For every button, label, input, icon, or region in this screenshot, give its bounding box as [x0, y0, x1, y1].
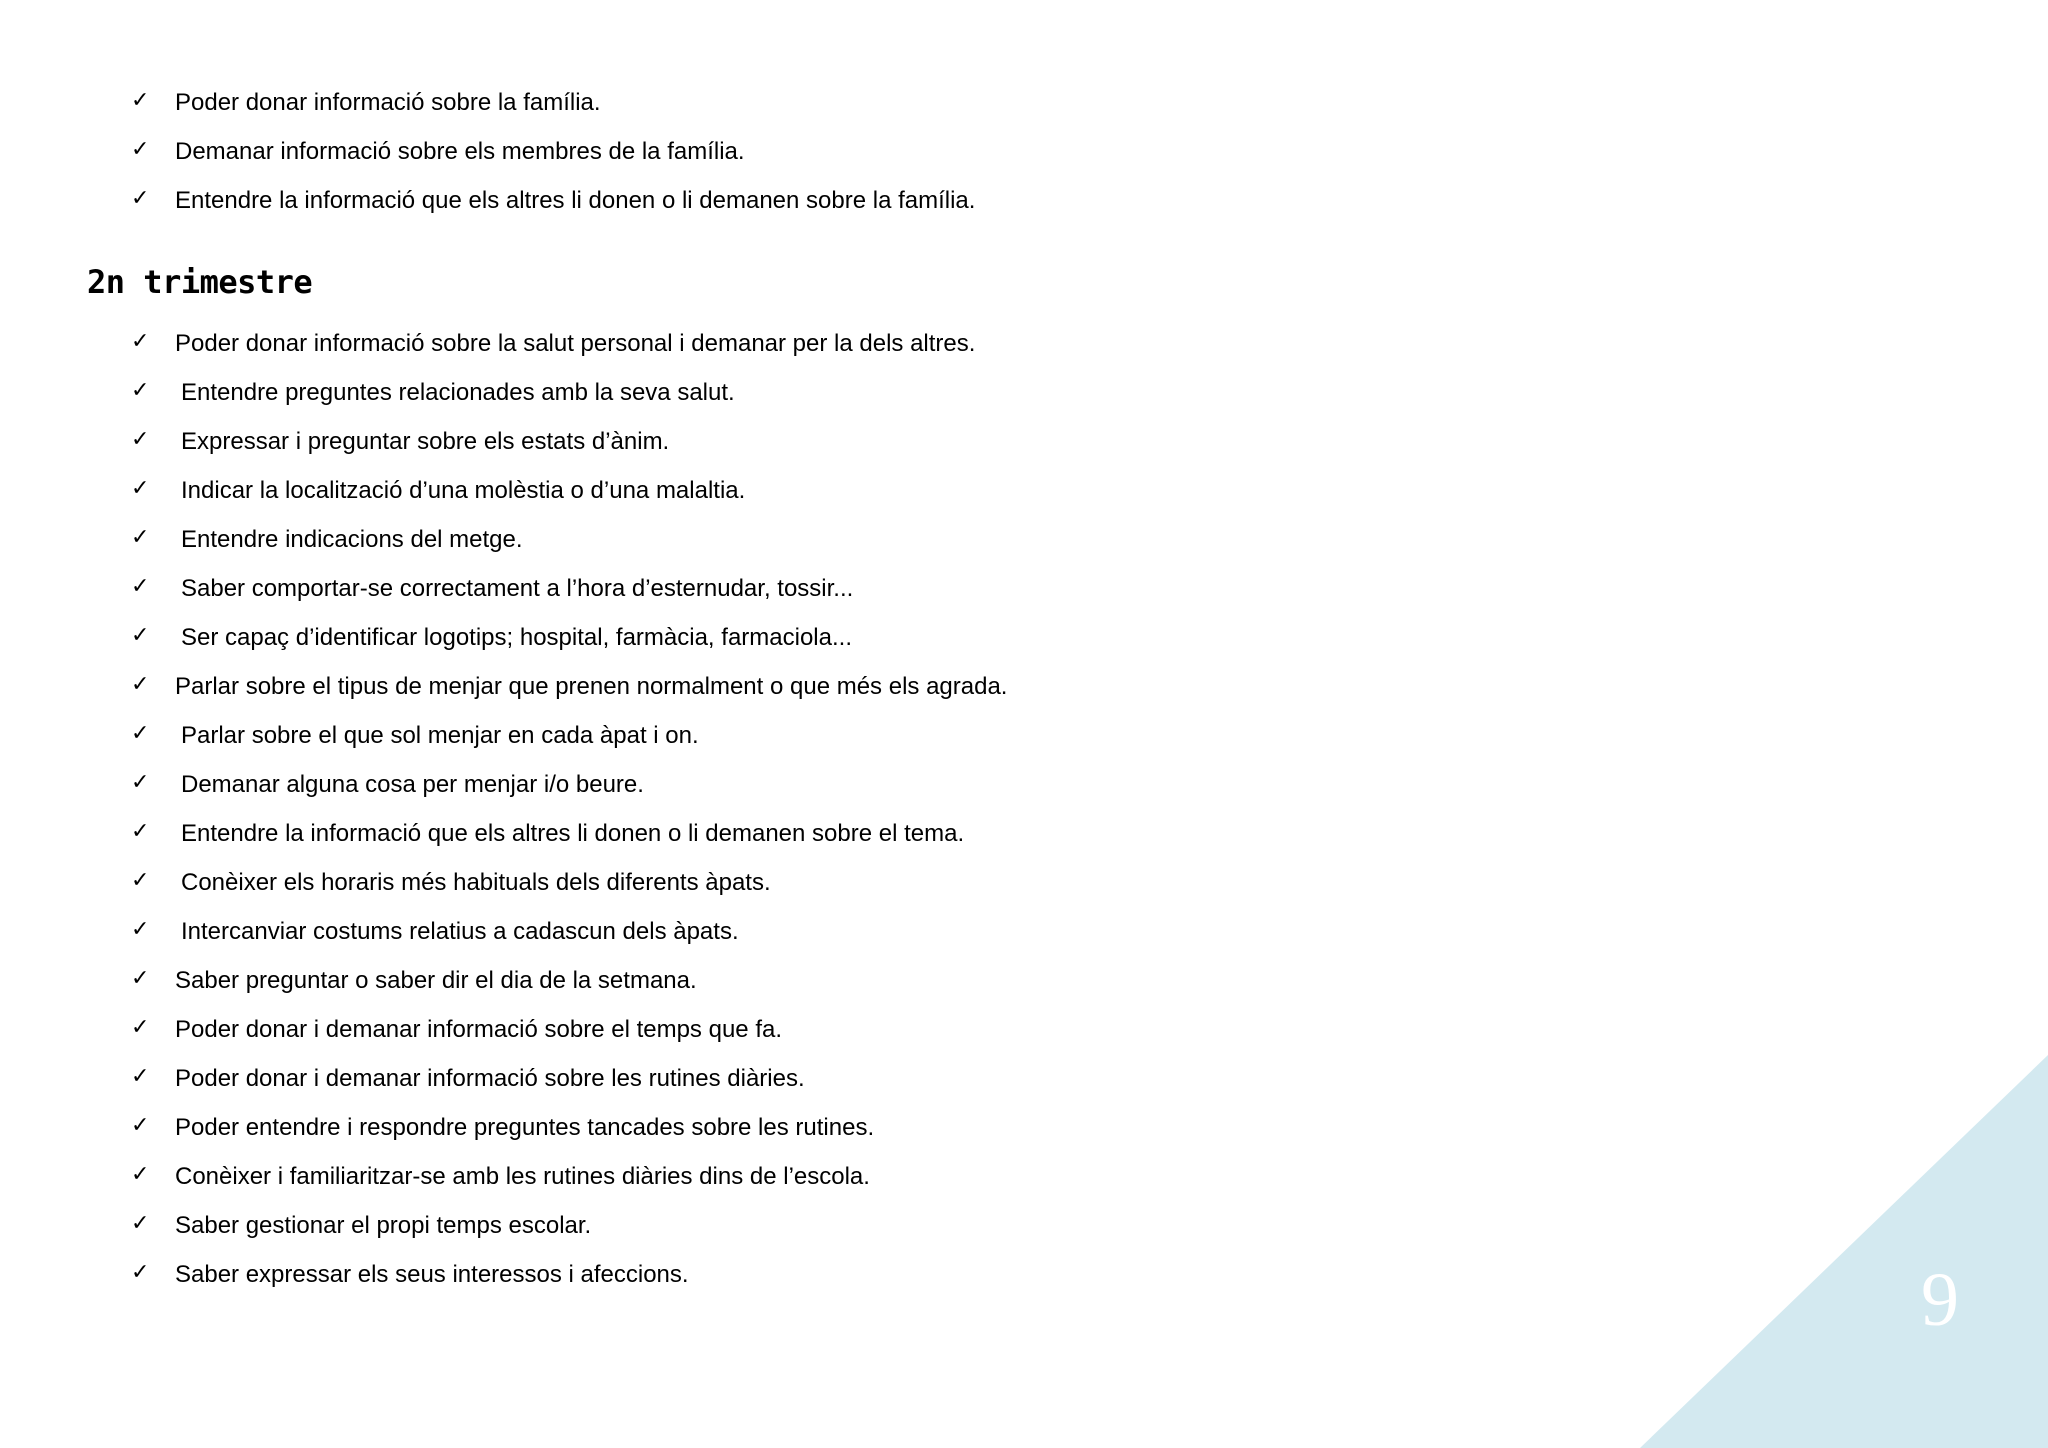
check-mark-icon: ✓ — [131, 966, 150, 991]
check-mark-icon: ✓ — [131, 623, 150, 648]
check-mark-icon: ✓ — [131, 1211, 150, 1236]
checklist-item-text: Saber comportar-se correctament a l’hora d’esternudar, tossir... — [181, 575, 854, 602]
check-mark-icon: ✓ — [131, 917, 150, 942]
checklist-item — [131, 1108, 1007, 1157]
checklist-item — [131, 1059, 1007, 1108]
check-mark-icon: ✓ — [131, 1113, 150, 1138]
checklist-item — [131, 569, 1007, 618]
checklist-item-text: Saber expressar els seus interessos i afeccions. — [175, 1261, 689, 1288]
check-mark-icon: ✓ — [131, 88, 150, 113]
checklist-item-text: Saber preguntar o saber dir el dia de la setmana. — [175, 967, 697, 994]
checklist-item — [131, 324, 1007, 373]
check-mark-icon: ✓ — [131, 186, 150, 211]
checklist-item-text: Conèixer els horaris més habituals dels diferents àpats. — [181, 869, 771, 896]
checklist-item-text: Poder donar i demanar informació sobre el temps que fa. — [175, 1016, 782, 1043]
checklist-item — [131, 765, 1007, 814]
checklist-item-text: Intercanviar costums relatius a cadascun dels àpats. — [181, 918, 739, 945]
check-mark-icon: ✓ — [131, 1064, 150, 1089]
checklist-item-text: Conèixer i familiaritzar-se amb les rutines diàries dins de l’escola. — [175, 1163, 870, 1190]
checklist-item-text: Poder donar informació sobre la família. — [175, 89, 601, 116]
checklist-item — [131, 814, 1007, 863]
checklist-item-text: Expressar i preguntar sobre els estats d’ànim. — [181, 428, 670, 455]
checklist-item-text: Parlar sobre el tipus de menjar que prenen normalment o que més els agrada. — [175, 673, 1008, 700]
checklist-item — [131, 667, 1007, 716]
checklist-item — [131, 618, 1007, 667]
check-mark-icon: ✓ — [131, 770, 150, 795]
checklist-item — [131, 373, 1007, 422]
intro-checklist — [131, 83, 975, 230]
checklist-item — [131, 181, 975, 230]
checklist-item — [131, 863, 1007, 912]
corner-triangle-shape — [1640, 1055, 2048, 1448]
checklist-item — [131, 716, 1007, 765]
page-number: 9 — [1921, 1258, 1959, 1342]
checklist-item — [131, 422, 1007, 471]
checklist-item-text: Entendre la informació que els altres li donen o li demanen sobre la família. — [175, 187, 976, 214]
checklist-item — [131, 1157, 1007, 1206]
checklist-item-text: Entendre la informació que els altres li donen o li demanen sobre el tema. — [181, 820, 965, 847]
checklist-item — [131, 471, 1007, 520]
check-mark-icon: ✓ — [131, 672, 150, 697]
checklist-item — [131, 83, 975, 132]
check-mark-icon: ✓ — [131, 721, 150, 746]
check-mark-icon: ✓ — [131, 1260, 150, 1285]
check-mark-icon: ✓ — [131, 1015, 150, 1040]
check-mark-icon: ✓ — [131, 378, 150, 403]
trimester-checklist — [131, 324, 1007, 1304]
checklist-item-text: Entendre indicacions del metge. — [181, 526, 523, 553]
checklist-item — [131, 1010, 1007, 1059]
check-mark-icon: ✓ — [131, 574, 150, 599]
checklist-item-text: Poder donar informació sobre la salut personal i demanar per la dels altres. — [175, 330, 976, 357]
checklist-item-text: Demanar informació sobre els membres de la família. — [175, 138, 745, 165]
check-mark-icon: ✓ — [131, 427, 150, 452]
checklist-item-text: Parlar sobre el que sol menjar en cada àpat i on. — [181, 722, 699, 749]
checklist-item-text: Demanar alguna cosa per menjar i/o beure. — [181, 771, 644, 798]
checklist-item-text: Poder donar i demanar informació sobre les rutines diàries. — [175, 1065, 805, 1092]
checklist-item-text: Poder entendre i respondre preguntes tancades sobre les rutines. — [175, 1114, 875, 1141]
checklist-item-text: Saber gestionar el propi temps escolar. — [175, 1212, 592, 1239]
checklist-item — [131, 132, 975, 181]
checklist-item — [131, 1255, 1007, 1304]
check-mark-icon: ✓ — [131, 525, 150, 550]
checklist-item — [131, 961, 1007, 1010]
checklist-item — [131, 520, 1007, 569]
checklist-item — [131, 1206, 1007, 1255]
check-mark-icon: ✓ — [131, 476, 150, 501]
checklist-item-text: Ser capaç d’identificar logotips; hospital, farmàcia, farmaciola... — [181, 624, 852, 651]
checklist-item-text: Entendre preguntes relacionades amb la seva salut. — [181, 379, 735, 406]
check-mark-icon: ✓ — [131, 819, 150, 844]
check-mark-icon: ✓ — [131, 137, 150, 162]
check-mark-icon: ✓ — [131, 329, 150, 354]
checklist-item — [131, 912, 1007, 961]
check-mark-icon: ✓ — [131, 868, 150, 893]
checklist-item-text: Indicar la localització d’una molèstia o d’una malaltia. — [181, 477, 746, 504]
check-mark-icon: ✓ — [131, 1162, 150, 1187]
section-heading: 2n trimestre — [87, 263, 313, 301]
